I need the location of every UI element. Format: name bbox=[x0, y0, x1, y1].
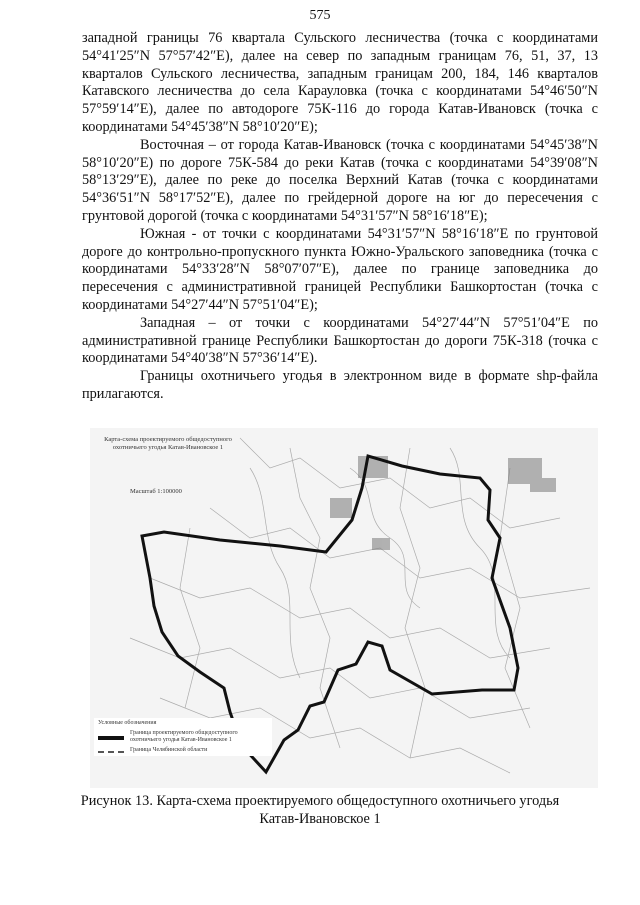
solid-line-swatch bbox=[98, 736, 124, 740]
page-number: 575 bbox=[309, 8, 331, 23]
map-figure bbox=[90, 428, 598, 788]
paragraph-south-border: Южная - от точки с координатами 54°31′57″N 58°16′18″E по грунтовой дороге до контрольно-пропускного пункта Южно-Уральского заповедника (точка с координатами 54°33′28″N 58°07′07″E), далее по границе заповедника до пересечения с административной границей Республики Башкортостан (точка с координатами 54°27′44″N 57°51′04″E); bbox=[82, 225, 598, 313]
legend-label: Граница проектируемого общедоступного охотничьего угодья Катав-Ивановское 1 bbox=[130, 729, 238, 743]
paragraph-shp-note: Границы охотничьего угодья в электронном виде в формате shp-файла прилагаются. bbox=[82, 368, 598, 402]
dashed-line-swatch bbox=[98, 751, 124, 753]
legend-item-region-boundary bbox=[98, 747, 268, 755]
body-text bbox=[82, 30, 598, 404]
figure-caption bbox=[0, 792, 640, 828]
map-scale: Масштаб 1:100000 bbox=[130, 488, 182, 495]
legend-label: Граница Челябинской области bbox=[130, 746, 208, 753]
caption-line-2: Катав-Ивановское 1 bbox=[259, 811, 381, 827]
legend-heading: Условные обозначения bbox=[98, 720, 157, 726]
map-title: Карта-схема проектируемого общедоступного охотничьего угодья Катав-Ивановское 1 bbox=[104, 436, 232, 451]
caption-line-1: Рисунок 13. Карта-схема проектируемого общедоступного охотничьего угодья bbox=[80, 793, 560, 809]
legend-item-hunting-boundary bbox=[98, 730, 268, 745]
paragraph-west-border-start: западной границы 76 квартала Сульского лесничества (точка с координатами 54°41′25″N 57°57′42″E), далее на север по западным границам 76, 51, 37, 13 кварталов Сульского лесничества, западным границам 200, 184, 146 кварталов Катавского лесничества до села Карауловка (точка с координатами 54°46′50″N 57°59′14″E), далее по автодороге 75К-116 до города Катав-Ивановск (точка с координатами 54°45′38″N 58°10′20″E); bbox=[82, 30, 598, 135]
paragraph-east-border: Восточная – от города Катав-Ивановск (точка с координатами 54°45′38″N 58°10′20″E) по дороге 75К-584 до реки Катав (точка с координатами 54°39′08″N 58°13′29″E), далее по реке до поселка Верхний Катав (точка с координатами 54°36′51″N 58°17′52″E), далее по грейдерной дороге на юг до пересечения с грунтовой дорогой (точка с координатами 54°31′57″N 58°16′18″E); bbox=[82, 136, 598, 224]
map-legend bbox=[94, 718, 272, 756]
paragraph-west-border: Западная – от точки с координатами 54°27′44″N 57°51′04″E по административной границе Республики Башкортостан до дороги 75К-318 (точка с координатами 54°40′38″N 57°36′14″E). bbox=[82, 314, 598, 367]
